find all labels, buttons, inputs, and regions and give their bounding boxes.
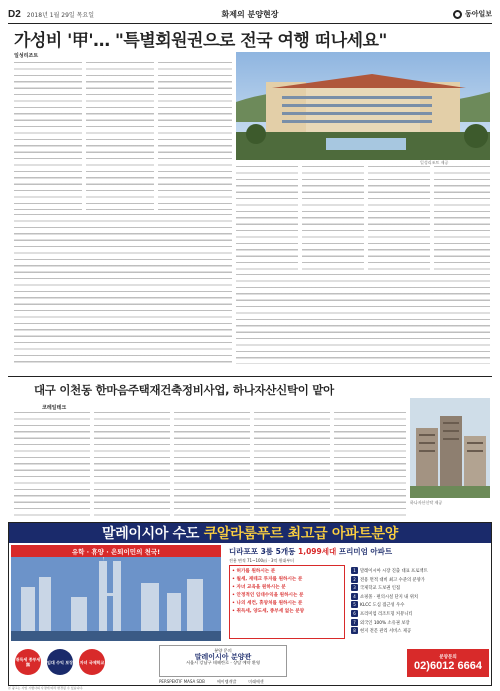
article1-col4 [236, 166, 298, 270]
article2-col3 [174, 412, 250, 516]
ad-benefit: 5 KLCC 도심 접근성 우수 [351, 601, 487, 610]
article2-col5 [334, 412, 406, 516]
page-header [8, 6, 492, 22]
ad-benefit-list [349, 565, 489, 639]
issue-date: 2018년 1월 29일 목요일 [26, 11, 95, 19]
ad-benefit: 6 프리미엄 리조트형 커뮤니티 [351, 610, 487, 619]
resort-photo [236, 52, 490, 160]
sponsor-logo: 에이엠개발 [216, 678, 237, 684]
ad-feature: • 안정적인 임대수익을 원하시는 분 [232, 593, 304, 598]
ad-badge-tax: 취득세 종부세 無 [15, 649, 41, 675]
ad-benefit: 1 말레이시아 시장 진출 대표 프로젝트 [351, 567, 487, 576]
article1-byline: 일성리조트 [14, 53, 39, 59]
ad-title-part1: 말레이시아 수도 [101, 526, 204, 542]
sponsor-logo: 미래에셋 [248, 678, 264, 684]
ad-feature: • 나의 세컨, 휴양처를 원하시는 분 [232, 601, 303, 606]
ad-footnote: 본 광고는 사업 시행사의 사정에 따라 변경될 수 있습니다. [8, 686, 84, 690]
article2-col2 [94, 412, 170, 516]
ad-feature: • 취득세, 양도세, 종부세 없는 분양 [232, 609, 305, 614]
ad-title [102, 523, 398, 543]
header-rule [8, 23, 492, 24]
ad-skyline-image [11, 545, 221, 641]
apartment-photo [410, 398, 490, 498]
ad-product-sub: 전용 면적 71~100㎡ · 3억 원대부터 [229, 558, 295, 563]
article1-col6 [368, 166, 430, 270]
article1-col7 [434, 166, 490, 270]
ad-location-address: 서울시 강남구 테헤란로 · 상담 예약 환영 [185, 660, 261, 665]
ad-product-headline [227, 545, 489, 558]
ad-info-panel [227, 545, 489, 641]
article2-col4 [254, 412, 330, 516]
ad-feature: • 허가를 원하시는 분 [232, 569, 276, 574]
ad-feature: • 자녀 교육을 원하시는 분 [232, 585, 286, 590]
article1-col-lower-b [236, 274, 490, 364]
ad-phone-box [407, 649, 489, 677]
ad-benefit: 3 국제학교 도보권 인접 [351, 584, 487, 593]
article1-col-lower-a [14, 214, 232, 364]
ad-phone-number[interactable]: 02)6012 6664 [414, 660, 482, 672]
article1-col5 [302, 166, 364, 270]
ad-badge-rent: 임대 수익 보장 [47, 649, 73, 675]
ad-left-subtitle: 유학 · 휴양 · 은퇴이민의 천국! [11, 545, 221, 557]
ad-product-a: 디라포포 3룸 5개동 [229, 547, 298, 556]
ad-location-name: 말레이시아 분양관 [194, 653, 252, 661]
ad-sponsor-logos [159, 678, 407, 685]
ad-title-banner [9, 523, 491, 543]
ad-feature: • 월세, 재테크 투자를 원하시는 분 [232, 577, 303, 582]
ad-benefit: 7 외국인 100% 소유권 보장 [351, 619, 487, 628]
sponsor-logo: PERSPEKTIF MASA SDB [159, 679, 205, 684]
ad-benefit: 4 쇼핑몰 · 편의시설 단지 내 위치 [351, 593, 487, 602]
ad-benefit: 2 전용 면적 대비 최고 수준의 분양가 [351, 576, 487, 585]
ad-phone-label: 분양문의 [439, 655, 457, 660]
article2-byline: 코레일테크 [42, 405, 67, 411]
article1-col1 [14, 62, 82, 210]
malaysia-apartment-ad [8, 522, 492, 686]
ad-badge-school: 자녀 국제학교 [79, 649, 105, 675]
ad-title-part2: 쿠알라룸푸르 최고급 아파트분양 [203, 526, 398, 542]
newspaper-logo-icon [453, 10, 462, 19]
article2-headline: 대구 이천동 한마음주택재건축정비사업, 하나자산신탁이 맡아 [34, 383, 334, 397]
resort-photo-caption: 일성리조트 제공 [420, 160, 449, 165]
article2-col1 [14, 412, 90, 516]
section-title: 화제의 분양현장 [221, 9, 279, 19]
page-number: D2 [8, 8, 21, 20]
ad-location-box [159, 645, 287, 677]
newspaper-name: 동아일보 [464, 10, 492, 18]
ad-benefit: 8 현지 전문 관리 서비스 제공 [351, 627, 487, 636]
article2-rule [8, 376, 492, 377]
ad-product-c: 프리미엄 아파트 [336, 547, 393, 556]
newspaper-brand [453, 9, 492, 19]
ad-footer [9, 643, 491, 685]
ad-product-b: 1,099세대 [298, 547, 337, 556]
article1-col3 [158, 62, 232, 210]
article1-col2 [86, 62, 154, 210]
article1-headline: 가성비 '甲'… "특별회원권으로 전국 여행 떠나세요" [14, 31, 387, 51]
apartment-photo-caption: 하나자산신탁 제공 [410, 500, 443, 505]
ad-feature-list [229, 565, 345, 639]
ad-location-label: 분양 문의 [214, 648, 232, 653]
